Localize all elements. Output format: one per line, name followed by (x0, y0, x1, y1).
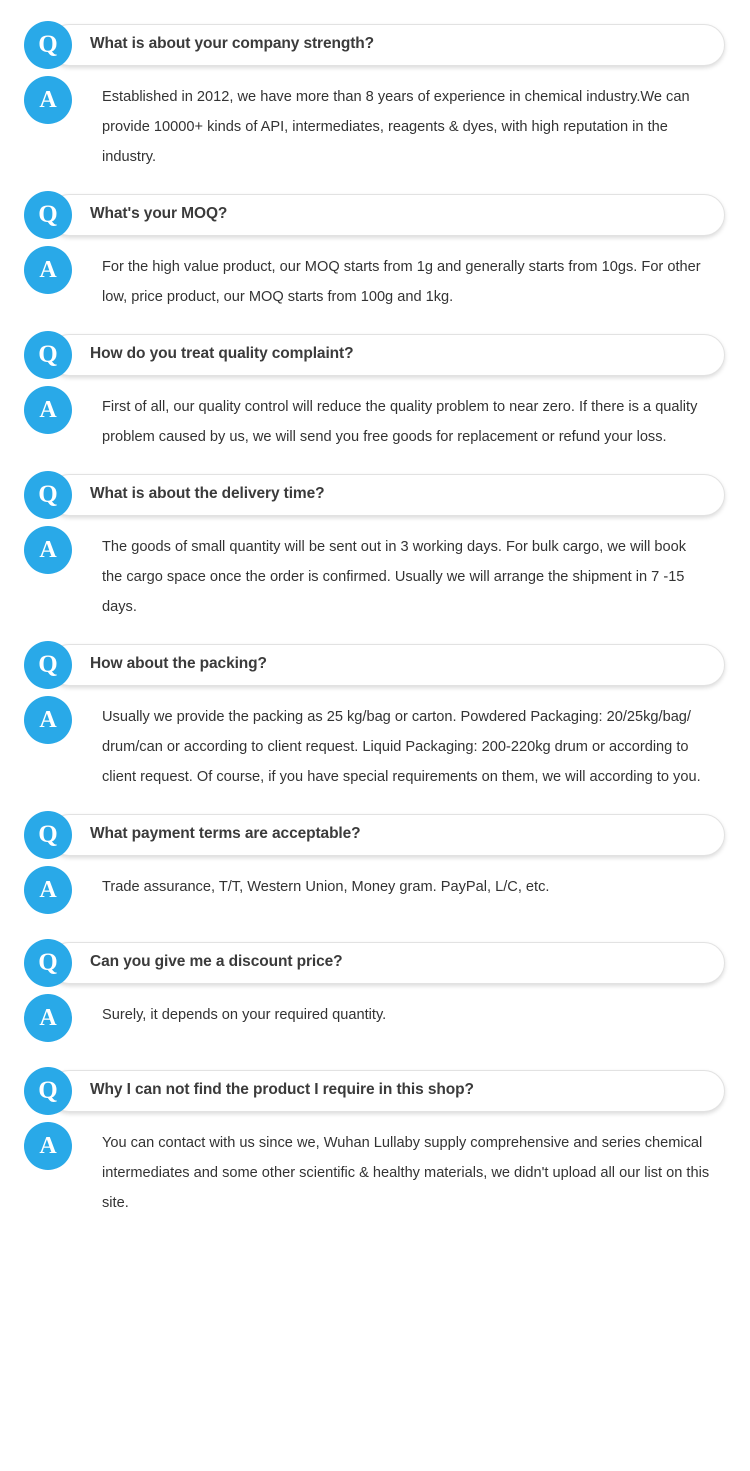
answer-badge-icon: A (24, 866, 72, 914)
faq-question-row[interactable] (12, 638, 738, 692)
faq-question-row[interactable] (12, 936, 738, 990)
faq-answer-row (12, 76, 738, 182)
faq-answer-row (12, 994, 738, 1058)
faq-question-text: What is about your company strength? (90, 35, 375, 52)
faq-item (12, 808, 738, 930)
faq-answer-row (12, 246, 738, 322)
faq-answer-row (12, 1122, 738, 1228)
question-badge-icon: Q (24, 939, 72, 987)
faq-answer-text: Established in 2012, we have more than 8 years of experience in chemical industry.We can provide 10000+ kinds of API, intermediates, reagents & dyes, with high reputation in the industry. (102, 89, 690, 165)
faq-answer-text: Trade assurance, T/T, Western Union, Money gram. PayPal, L/C, etc. (102, 879, 550, 895)
answer-badge-icon: A (24, 1122, 72, 1170)
faq-answer-row (12, 866, 738, 930)
answer-badge-icon: A (24, 994, 72, 1042)
faq-question-row[interactable] (12, 1064, 738, 1118)
faq-answer-text: Surely, it depends on your required quantity. (102, 1007, 387, 1023)
question-badge-icon: Q (24, 1067, 72, 1115)
faq-answer-text: First of all, our quality control will reduce the quality problem to near zero. If there is a quality problem caused by us, we will send you free goods for replacement or refund your loss. (102, 399, 698, 445)
faq-item (12, 468, 738, 632)
faq-question-row[interactable] (12, 18, 738, 72)
faq-question-text: How do you treat quality complaint? (90, 345, 354, 362)
faq-question-row[interactable] (12, 328, 738, 382)
answer-badge-icon: A (24, 246, 72, 294)
answer-badge-icon: A (24, 76, 72, 124)
faq-answer-row (12, 696, 738, 802)
question-badge-icon: Q (24, 191, 72, 239)
faq-question-text: Why I can not find the product I require in this shop? (90, 1081, 474, 1098)
faq-answer-text: You can contact with us since we, Wuhan Lullaby supply comprehensive and series chemical intermediates and some other scientific & healthy materials, we didn't upload all our list on this site. (102, 1135, 710, 1211)
question-badge-icon: Q (24, 641, 72, 689)
question-badge-icon: Q (24, 21, 72, 69)
faq-question-text: What is about the delivery time? (90, 485, 325, 502)
answer-badge-icon: A (24, 526, 72, 574)
answer-badge-icon: A (24, 696, 72, 744)
faq-question-text: Can you give me a discount price? (90, 953, 343, 970)
faq-question-row[interactable] (12, 808, 738, 862)
faq-item (12, 18, 738, 182)
faq-question-text: What's your MOQ? (90, 205, 228, 222)
faq-question-row[interactable] (12, 188, 738, 242)
faq-item (12, 936, 738, 1058)
question-badge-icon: Q (24, 471, 72, 519)
question-badge-icon: Q (24, 331, 72, 379)
faq-item (12, 188, 738, 322)
answer-badge-icon: A (24, 386, 72, 434)
faq-answer-row (12, 526, 738, 632)
faq-answer-text: For the high value product, our MOQ starts from 1g and generally starts from 10gs. For other low, price product, our MOQ starts from 100g and 1kg. (102, 259, 701, 305)
faq-item (12, 1064, 738, 1228)
faq-item (12, 328, 738, 462)
faq-answer-text: Usually we provide the packing as 25 kg/bag or carton. Powdered Packaging: 20/25kg/bag/ drum/can or according to client request. Liquid Packaging: 200-220kg drum or according to client request. Of course, if you have special requirements on them, we will according to you. (102, 709, 701, 785)
faq-item (12, 638, 738, 802)
faq-question-text: What payment terms are acceptable? (90, 825, 361, 842)
faq-answer-text: The goods of small quantity will be sent out in 3 working days. For bulk cargo, we will book the cargo space once the order is confirmed. Usually we will arrange the shipment in 7 -15 days. (102, 539, 687, 615)
question-badge-icon: Q (24, 811, 72, 859)
faq-answer-row (12, 386, 738, 462)
faq-question-text: How about the packing? (90, 655, 267, 672)
faq-question-row[interactable] (12, 468, 738, 522)
